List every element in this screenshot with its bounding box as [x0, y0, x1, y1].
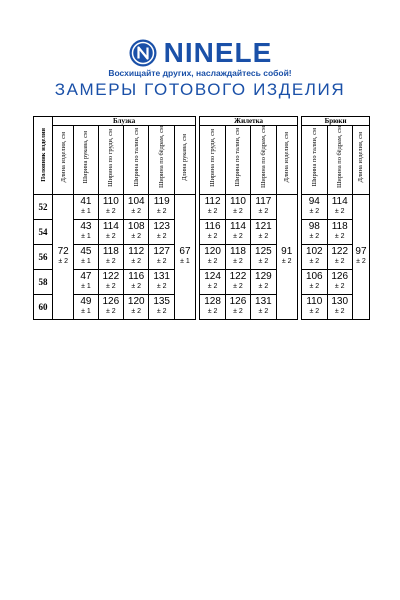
measure-number: 118 — [230, 246, 246, 257]
measure-tolerance: ± 2 — [131, 258, 142, 265]
table-row — [34, 195, 370, 220]
size-cell: 54 — [34, 220, 53, 245]
vest-chest-cell — [200, 270, 225, 295]
blouse-waist-cell — [124, 245, 149, 270]
measure-tolerance: ± 2 — [207, 308, 218, 315]
blouse-sleeve-width-cell — [74, 295, 98, 320]
blouse-hips-cell — [149, 195, 174, 220]
blouse-sleeve-width-cell — [74, 270, 98, 295]
measure-number: 120 — [204, 246, 221, 257]
measure-tolerance: ± 1 — [81, 258, 91, 265]
measure-value — [226, 297, 250, 317]
measure-tolerance: ± 2 — [258, 258, 269, 265]
measure-value — [124, 222, 148, 242]
measure-number: 114 — [102, 221, 119, 232]
measure-number: 91 — [281, 246, 293, 257]
measure-value — [251, 247, 275, 267]
measure-tolerance: ± 2 — [207, 233, 218, 240]
header-blouse-sleeve-length: Длина рукава, см — [174, 126, 195, 195]
group-trousers: Брюки — [302, 117, 370, 126]
vest-waist-cell — [225, 220, 250, 245]
vest-chest-cell — [200, 195, 225, 220]
measure-tolerance: ± 2 — [156, 258, 167, 265]
blouse-sleeve-width-cell — [74, 195, 98, 220]
measure-value — [226, 222, 250, 242]
vest-waist-cell — [225, 195, 250, 220]
blouse-waist-cell — [124, 295, 149, 320]
blouse-chest-cell — [98, 195, 123, 220]
header-blouse-chest: Ширина по груди, см — [98, 126, 123, 195]
trousers-length-cell — [352, 195, 369, 320]
header-trousers-hips: Ширина по бёдрам, см — [327, 126, 352, 195]
measure-tolerance: ± 2 — [309, 283, 320, 290]
measure-value — [328, 197, 352, 217]
measure-number: 94 — [308, 196, 320, 207]
measure-tolerance: ± 2 — [131, 283, 142, 290]
measure-tolerance: ± 2 — [334, 283, 345, 290]
measure-value — [124, 247, 148, 267]
measure-tolerance: ± 2 — [156, 233, 167, 240]
trousers-waist-cell — [302, 220, 327, 245]
trousers-hips-cell — [327, 295, 352, 320]
header-trousers-waist: Ширина по талии, см — [302, 126, 327, 195]
measure-number: 72 — [57, 246, 69, 257]
measure-number: 110 — [230, 196, 246, 207]
table-row — [34, 270, 370, 295]
measure-value — [99, 297, 123, 317]
vest-length-cell — [276, 195, 297, 320]
measure-number: 120 — [127, 296, 145, 307]
measure-number: 122 — [102, 271, 120, 282]
vest-hips-cell — [251, 270, 276, 295]
measure-value — [149, 297, 173, 317]
measure-value — [277, 247, 297, 267]
measure-value — [302, 222, 326, 242]
measure-number: 131 — [255, 296, 272, 307]
measure-value — [99, 247, 123, 267]
measure-value — [251, 297, 275, 317]
measure-tolerance: ± 1 — [81, 233, 91, 240]
measure-tolerance: ± 2 — [233, 233, 243, 240]
size-cell: 60 — [34, 295, 53, 320]
measure-number: 131 — [153, 271, 170, 282]
measure-number: 118 — [102, 246, 119, 257]
measure-tolerance: ± 2 — [156, 308, 167, 315]
measure-tolerance: ± 2 — [258, 233, 269, 240]
trousers-hips-cell — [327, 220, 352, 245]
blouse-chest-cell — [98, 270, 123, 295]
measure-tolerance: ± 1 — [180, 258, 190, 265]
measure-value — [99, 272, 123, 292]
measure-number: 135 — [153, 296, 170, 307]
measure-number: 123 — [153, 221, 170, 232]
trousers-hips-cell — [327, 270, 352, 295]
measure-value — [99, 197, 123, 217]
blouse-waist-cell — [124, 270, 149, 295]
measure-number: 127 — [153, 246, 170, 257]
blouse-chest-cell — [98, 245, 123, 270]
header-blouse-length: Длина изделия, см — [53, 126, 74, 195]
measure-value — [328, 247, 352, 267]
measure-tolerance: ± 2 — [309, 233, 320, 240]
measure-value — [200, 272, 224, 292]
measure-tolerance: ± 2 — [156, 283, 167, 290]
measure-value — [124, 297, 148, 317]
header-vest-waist: Ширина по талии, см — [225, 126, 250, 195]
measure-value — [99, 222, 123, 242]
measure-tolerance: ± 2 — [105, 258, 116, 265]
measure-number: 126 — [102, 296, 120, 307]
measure-value — [74, 222, 97, 242]
measure-value — [302, 197, 326, 217]
measure-tolerance: ± 2 — [233, 208, 243, 215]
measure-tolerance: ± 1 — [81, 308, 91, 315]
measure-number: 49 — [80, 296, 92, 307]
measure-value — [328, 272, 352, 292]
measure-value — [149, 197, 173, 217]
blouse-chest-cell — [98, 295, 123, 320]
measure-number: 112 — [128, 246, 145, 257]
measure-value — [149, 222, 173, 242]
header-vest-hips: Ширина по бёдрам, см — [251, 126, 276, 195]
trousers-waist-cell — [302, 295, 327, 320]
measure-number: 116 — [204, 221, 221, 232]
measure-tolerance: ± 2 — [356, 258, 366, 265]
measure-value — [74, 272, 97, 292]
measure-value — [251, 272, 275, 292]
measure-value — [149, 272, 173, 292]
page-title: ЗАМЕРЫ ГОТОВОГО ИЗДЕЛИЯ — [54, 80, 346, 99]
blouse-chest-cell — [98, 220, 123, 245]
header-blouse-hips: Ширина по бёдрам, см — [149, 126, 174, 195]
trousers-waist-cell — [302, 245, 327, 270]
measure-number: 117 — [255, 196, 272, 207]
measure-value — [200, 197, 224, 217]
measure-number: 122 — [331, 246, 349, 257]
vest-waist-cell — [225, 270, 250, 295]
measure-value — [251, 197, 275, 217]
measure-value — [302, 297, 326, 317]
table-row — [34, 245, 370, 270]
measure-number: 116 — [128, 271, 145, 282]
measure-number: 110 — [102, 196, 119, 207]
measure-tolerance: ± 2 — [281, 258, 292, 265]
measure-value — [302, 272, 326, 292]
blouse-waist-cell — [124, 195, 149, 220]
measure-value — [74, 197, 97, 217]
measure-value — [200, 297, 224, 317]
measure-number: 67 — [179, 246, 191, 257]
measure-tolerance: ± 2 — [334, 233, 345, 240]
measure-number: 104 — [127, 196, 145, 207]
vest-hips-cell — [251, 195, 276, 220]
measure-number: 108 — [127, 221, 145, 232]
measure-number: 110 — [306, 296, 323, 307]
measure-tolerance: ± 2 — [258, 308, 269, 315]
measure-number: 106 — [305, 271, 323, 282]
measure-number: 124 — [204, 271, 221, 282]
measure-number: 125 — [255, 246, 272, 257]
measure-tolerance: ± 2 — [233, 283, 243, 290]
vest-chest-cell — [200, 245, 225, 270]
measure-value — [175, 247, 195, 267]
measure-number: 122 — [229, 271, 247, 282]
measure-value — [124, 272, 148, 292]
vest-chest-cell — [200, 295, 225, 320]
blouse-sleeve-length-cell — [174, 195, 195, 320]
measure-value — [74, 247, 97, 267]
measure-value — [302, 247, 326, 267]
brand-slogan: Восхищайте других, наслаждайтесь собой! — [108, 68, 292, 78]
measure-value — [226, 272, 250, 292]
group-header-row — [34, 117, 370, 126]
header-blouse-sleeve-width: Ширина рукава, см — [74, 126, 98, 195]
measure-tolerance: ± 2 — [131, 208, 142, 215]
blouse-sleeve-width-cell — [74, 220, 98, 245]
measurements-table — [33, 116, 370, 320]
trousers-hips-cell — [327, 195, 352, 220]
header-trousers-length: Длина изделия, см — [352, 126, 369, 195]
measure-value — [149, 247, 173, 267]
vest-chest-cell — [200, 220, 225, 245]
group-blouse: Блузка — [53, 117, 196, 126]
measure-number: 45 — [80, 246, 92, 257]
blouse-hips-cell — [149, 245, 174, 270]
measure-number: 121 — [255, 221, 272, 232]
measure-number: 41 — [80, 196, 92, 207]
measure-tolerance: ± 1 — [81, 208, 91, 215]
measure-value — [226, 197, 250, 217]
blouse-sleeve-width-cell — [74, 245, 98, 270]
measure-tolerance: ± 2 — [105, 208, 116, 215]
measure-number: 119 — [153, 196, 170, 207]
measure-number: 114 — [331, 196, 348, 207]
measure-value — [328, 297, 352, 317]
measure-tolerance: ± 2 — [334, 258, 345, 265]
measure-tolerance: ± 2 — [309, 208, 320, 215]
measure-value — [200, 247, 224, 267]
measure-number: 130 — [331, 296, 349, 307]
trousers-hips-cell — [327, 245, 352, 270]
measure-tolerance: ± 2 — [131, 308, 142, 315]
measure-number: 97 — [355, 246, 367, 257]
measure-tolerance: ± 2 — [105, 308, 116, 315]
measure-tolerance: ± 2 — [334, 308, 345, 315]
measure-tolerance: ± 2 — [207, 208, 218, 215]
measure-number: 126 — [229, 296, 247, 307]
measure-number: 43 — [80, 221, 92, 232]
measure-tolerance: ± 2 — [233, 258, 243, 265]
column-header-row — [34, 126, 370, 195]
measure-tolerance: ± 2 — [334, 208, 345, 215]
vest-waist-cell — [225, 295, 250, 320]
measure-value — [200, 222, 224, 242]
measure-number: 102 — [305, 246, 323, 257]
table-row — [34, 220, 370, 245]
blouse-hips-cell — [149, 295, 174, 320]
size-cell: 58 — [34, 270, 53, 295]
group-vest: Жилетка — [200, 117, 298, 126]
measure-value — [226, 247, 250, 267]
measure-number: 114 — [230, 221, 246, 232]
measure-tolerance: ± 2 — [258, 208, 269, 215]
measure-value — [328, 222, 352, 242]
measure-value — [353, 247, 369, 267]
measure-tolerance: ± 2 — [309, 308, 320, 315]
measure-number: 47 — [80, 271, 92, 282]
ninele-logo-icon — [128, 38, 158, 68]
measure-number: 112 — [204, 196, 221, 207]
header-vest-chest: Ширина по груди, см — [200, 126, 225, 195]
blouse-waist-cell — [124, 220, 149, 245]
measure-tolerance: ± 2 — [207, 283, 218, 290]
measure-tolerance: ± 2 — [207, 258, 218, 265]
table-row — [34, 295, 370, 320]
measure-tolerance: ± 2 — [233, 308, 243, 315]
size-cell: 52 — [34, 195, 53, 220]
vest-hips-cell — [251, 220, 276, 245]
measure-tolerance: ± 2 — [105, 283, 116, 290]
measure-tolerance: ± 1 — [81, 283, 91, 290]
brand-logo — [0, 37, 400, 69]
measure-number: 98 — [308, 221, 320, 232]
header-blouse-waist: Ширина по талии, см — [124, 126, 149, 195]
measure-value — [53, 247, 73, 267]
measure-value — [124, 197, 148, 217]
trousers-waist-cell — [302, 195, 327, 220]
blouse-length-cell — [53, 195, 74, 320]
measure-tolerance: ± 2 — [309, 258, 320, 265]
vest-hips-cell — [251, 295, 276, 320]
blouse-hips-cell — [149, 270, 174, 295]
measure-tolerance: ± 2 — [58, 258, 68, 265]
measure-number: 118 — [331, 221, 348, 232]
measure-number: 129 — [255, 271, 272, 282]
measure-tolerance: ± 2 — [131, 233, 142, 240]
measure-tolerance: ± 2 — [258, 283, 269, 290]
size-header: Половник изделия — [34, 117, 53, 195]
measure-number: 128 — [204, 296, 221, 307]
brand-name: NINELE — [163, 37, 273, 68]
vest-waist-cell — [225, 245, 250, 270]
header-vest-length: Длина изделия, см — [276, 126, 297, 195]
measure-tolerance: ± 2 — [156, 208, 167, 215]
vest-hips-cell — [251, 245, 276, 270]
measure-number: 126 — [331, 271, 349, 282]
size-cell: 56 — [34, 245, 53, 270]
measure-tolerance: ± 2 — [105, 233, 116, 240]
measure-value — [251, 222, 275, 242]
measure-value — [74, 297, 97, 317]
blouse-hips-cell — [149, 220, 174, 245]
trousers-waist-cell — [302, 270, 327, 295]
